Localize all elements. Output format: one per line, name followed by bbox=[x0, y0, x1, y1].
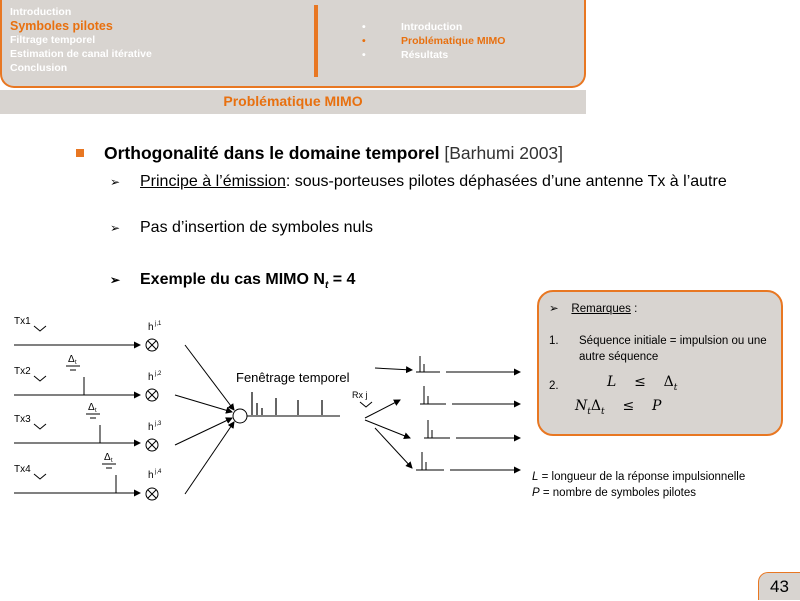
arrow-bullet-icon: ➢ bbox=[110, 273, 121, 287]
arrow-bullet-icon: ➢ bbox=[110, 221, 121, 235]
nav-outline bbox=[10, 5, 152, 75]
delay-symbol: Δ bbox=[104, 452, 111, 463]
channel-superscript: j,4 bbox=[155, 469, 162, 475]
channel-superscript: j,2 bbox=[155, 371, 162, 377]
exemple-text: Exemple du cas MIMO N bbox=[140, 271, 325, 288]
inequality-1: L ≤ $\Delta_t$ bbox=[607, 374, 678, 393]
subnav-item-introduction[interactable]: • Introduction bbox=[362, 20, 505, 34]
delay-symbol: Δ bbox=[68, 354, 75, 365]
nav-item-estimation[interactable]: Estimation de canal itérative bbox=[10, 48, 152, 60]
insertion-text: Pas d’insertion de symboles nuls bbox=[140, 219, 374, 236]
remark-item-1 bbox=[549, 333, 779, 365]
tx3-block bbox=[14, 414, 140, 443]
delay-block-3 bbox=[102, 452, 116, 493]
tx-label: Tx1 bbox=[14, 316, 31, 327]
remark-text: Séquence initiale = impulsion ou une autre séquence bbox=[579, 335, 767, 363]
sum-node-icon bbox=[233, 409, 247, 423]
bullet-square-icon bbox=[76, 149, 84, 157]
section-title: Problématique MIMO bbox=[223, 93, 363, 109]
tx1-block bbox=[14, 316, 140, 345]
output-impulses bbox=[416, 356, 450, 470]
remark-item-2 bbox=[549, 374, 678, 417]
mimo-diagram bbox=[0, 300, 530, 510]
nav-subsections bbox=[362, 20, 505, 62]
principe-label: Principe à l’émission bbox=[140, 173, 286, 190]
channel-h3 bbox=[146, 421, 162, 451]
header-panel bbox=[0, 0, 586, 88]
arrow-bullet-icon: ➢ bbox=[110, 175, 121, 189]
remarks-box bbox=[537, 290, 783, 436]
main-bullet bbox=[76, 143, 776, 164]
sub-bullet-insertion bbox=[110, 218, 760, 238]
definition-p: P = nombre de symboles pilotes bbox=[532, 487, 696, 499]
arrow-bullet-icon: ➢ bbox=[549, 303, 559, 315]
channel-superscript: j,1 bbox=[155, 321, 162, 327]
tx-label: Tx2 bbox=[14, 366, 31, 377]
inequality-2: $N_t\Delta_t$ ≤ P bbox=[575, 398, 662, 417]
window-label: Fenêtrage temporel bbox=[236, 370, 350, 385]
channel-label: h bbox=[148, 322, 154, 333]
channel-h4 bbox=[146, 469, 162, 500]
subnav-item-resultats[interactable]: • Résultats bbox=[362, 48, 505, 62]
exemple-subscript: t bbox=[324, 280, 329, 292]
nav-item-introduction[interactable]: Introduction bbox=[10, 6, 72, 18]
remark-number: 1. bbox=[549, 335, 559, 347]
delay-symbol: Δ bbox=[88, 402, 95, 413]
tx2-block bbox=[14, 366, 140, 395]
channel-h1 bbox=[146, 321, 162, 351]
slide-number: 43 bbox=[758, 572, 800, 600]
delay-subscript: t bbox=[95, 408, 97, 414]
delay-block-2 bbox=[86, 402, 100, 443]
nav-item-symboles-pilotes[interactable]: Symboles pilotes bbox=[10, 19, 113, 33]
subnav-item-problematique[interactable]: • Problématique MIMO bbox=[362, 34, 505, 48]
tx-label: Tx3 bbox=[14, 414, 31, 425]
nav-item-conclusion[interactable]: Conclusion bbox=[10, 62, 68, 74]
exemple-value: = 4 bbox=[328, 271, 356, 288]
nav-item-filtrage-temporel[interactable]: Filtrage temporel bbox=[10, 34, 96, 46]
channel-label: h bbox=[148, 372, 154, 383]
definitions bbox=[532, 469, 745, 501]
sub-bullet-principe bbox=[110, 172, 760, 192]
tx4-block bbox=[14, 464, 140, 493]
principe-text: : sous-porteuses pilotes déphasées d’une antenne Tx à l’autre bbox=[285, 173, 727, 190]
remarks-header bbox=[549, 301, 637, 315]
main-bullet-text: Orthogonalité dans le domaine temporel bbox=[104, 143, 440, 163]
delay-subscript: t bbox=[111, 458, 113, 464]
channel-superscript: j,3 bbox=[155, 421, 162, 427]
delay-block-1 bbox=[66, 354, 84, 395]
citation: [Barhumi 2003] bbox=[444, 143, 564, 163]
channel-label: h bbox=[148, 422, 154, 433]
remarks-colon: : bbox=[634, 303, 638, 315]
remarks-title: Remarques bbox=[571, 303, 631, 315]
rx-label: Rx j bbox=[352, 390, 368, 400]
section-bar bbox=[0, 90, 586, 114]
header-divider bbox=[314, 5, 318, 77]
impulse-train bbox=[252, 392, 322, 415]
channel-h2 bbox=[146, 371, 162, 401]
delay-subscript: t bbox=[75, 360, 77, 366]
tx-label: Tx4 bbox=[14, 464, 31, 475]
channel-label: h bbox=[148, 470, 154, 481]
remark-number: 2. bbox=[549, 380, 559, 392]
definition-l: L = longueur de la réponse impulsionnelle bbox=[532, 471, 746, 483]
